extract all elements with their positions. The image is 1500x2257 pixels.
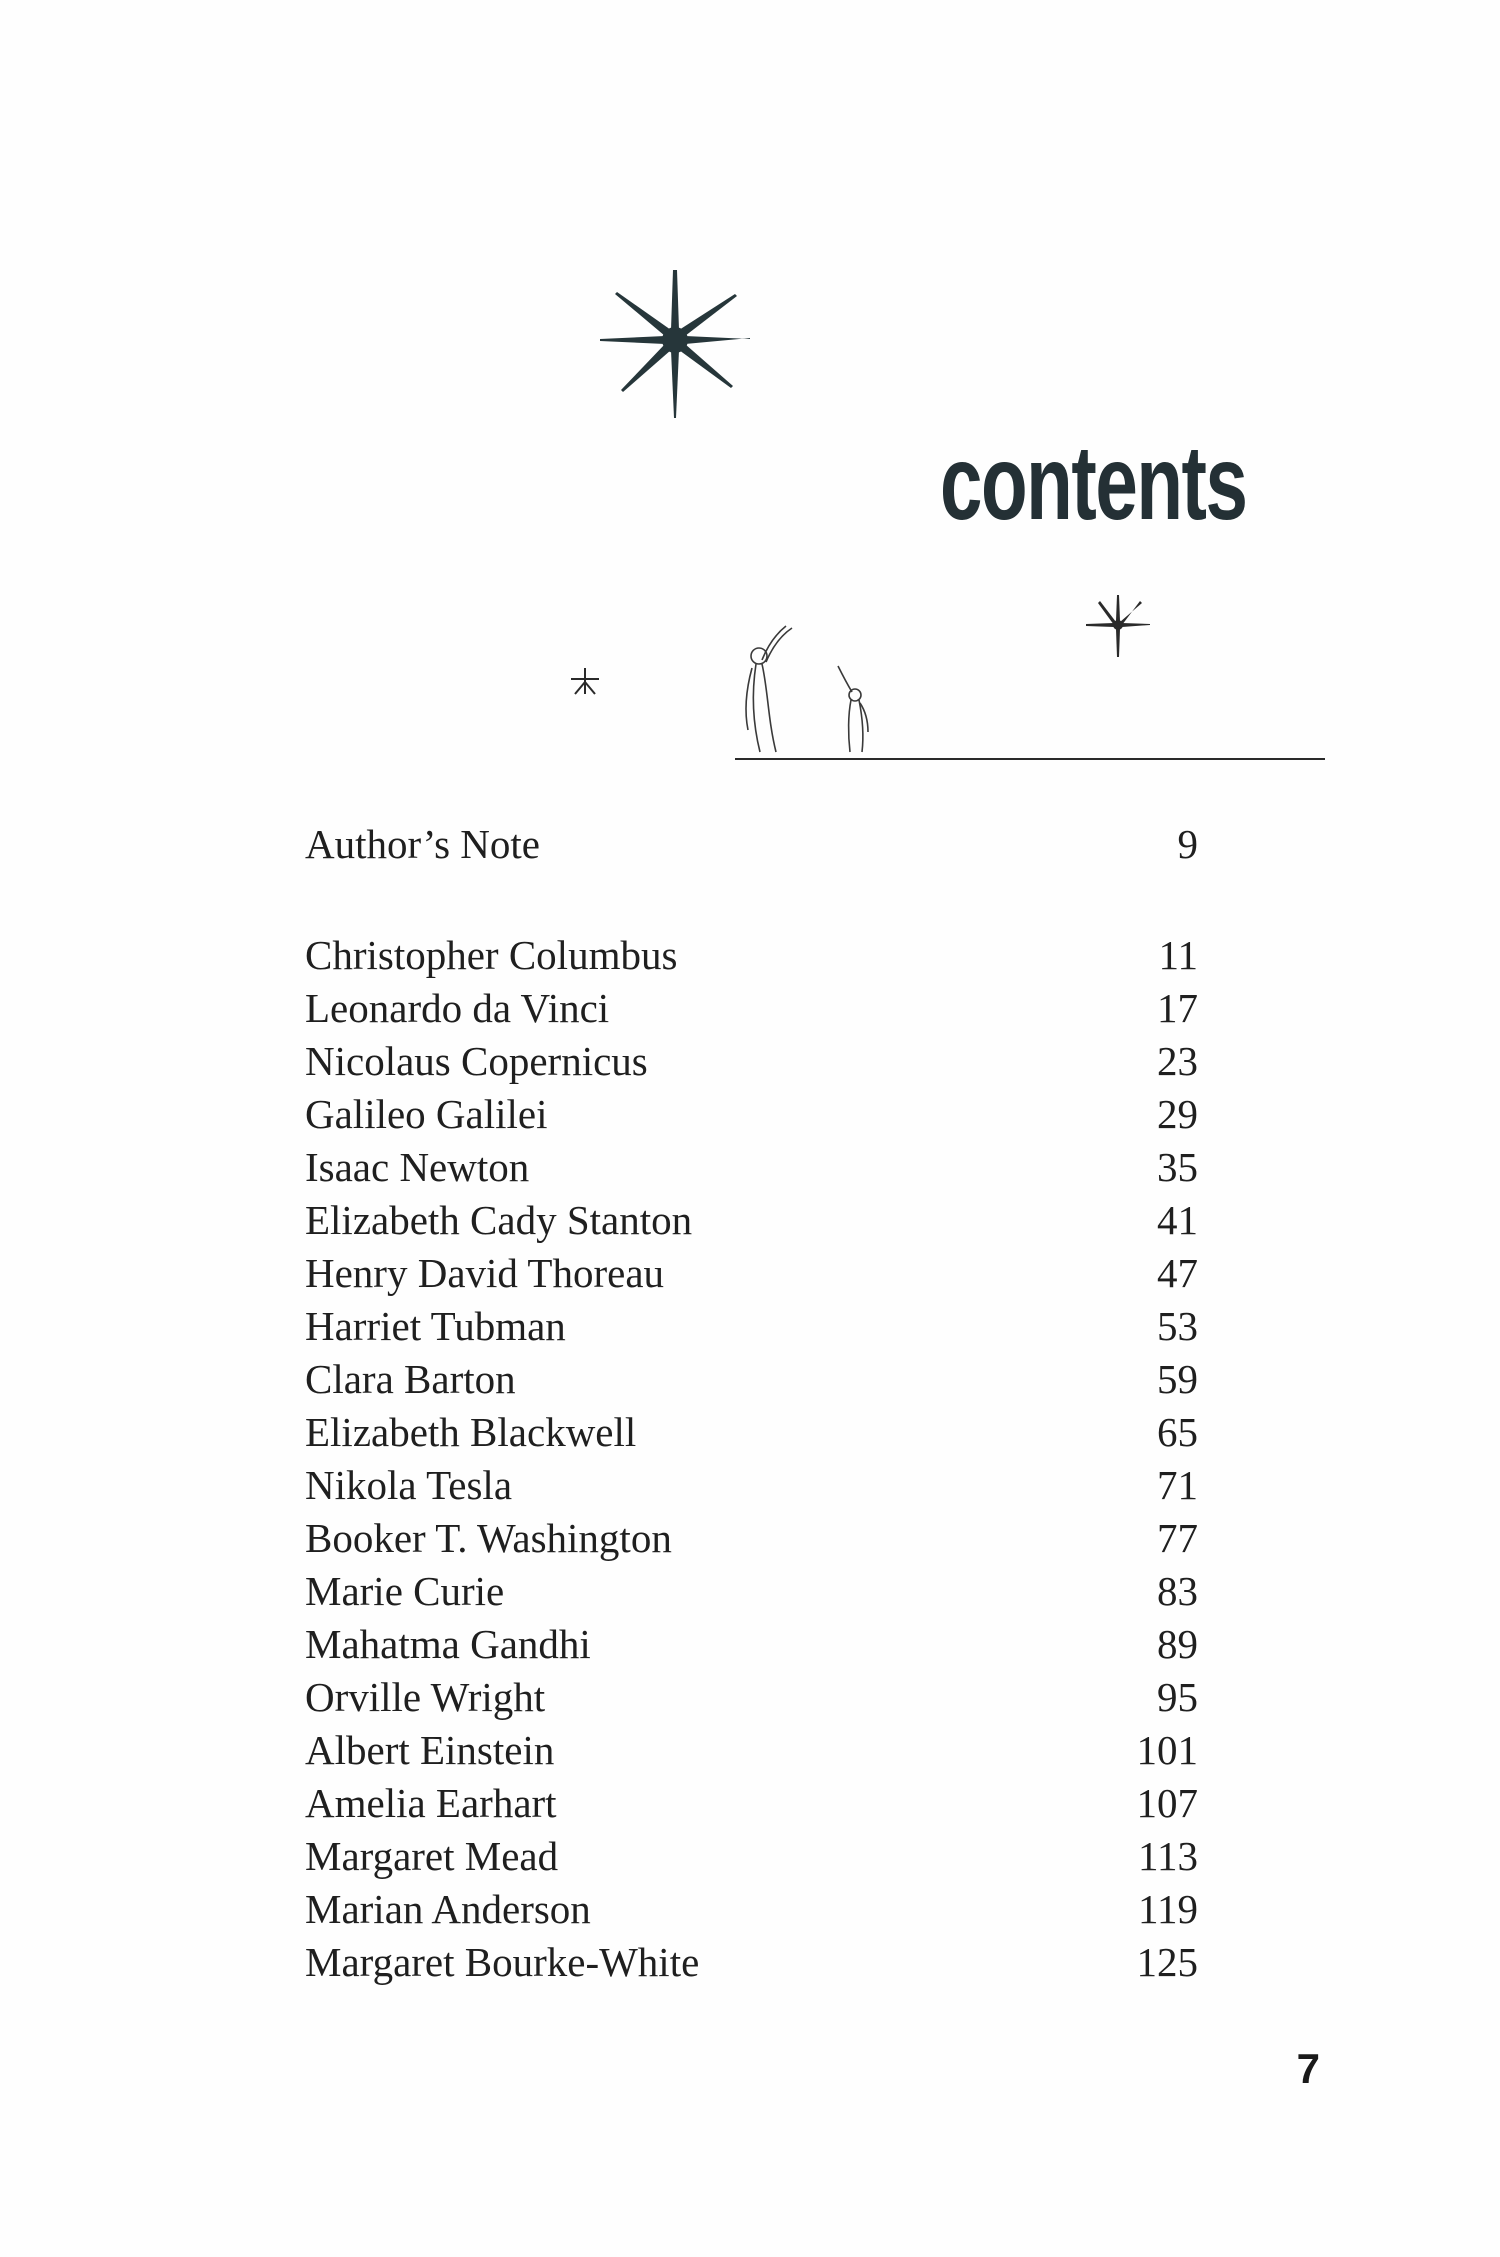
toc-entry-page: 77 — [1157, 1515, 1198, 1561]
toc-entry-page: 95 — [1157, 1674, 1198, 1720]
toc-entry-title: Clara Barton — [305, 1356, 516, 1402]
toc-entry-page: 71 — [1157, 1462, 1198, 1508]
reaching-figures-illustration — [746, 626, 868, 752]
toc-entry-title: Nikola Tesla — [305, 1462, 513, 1508]
toc-entry — [305, 1936, 1198, 1989]
toc-entry-title: Mahatma Gandhi — [305, 1621, 591, 1667]
toc-entry — [305, 1459, 1198, 1512]
table-of-contents — [305, 818, 1198, 1989]
toc-entry — [305, 1777, 1198, 1830]
toc-entry — [305, 1671, 1198, 1724]
toc-entry — [305, 1247, 1198, 1300]
toc-entry-page: 29 — [1157, 1091, 1198, 1137]
toc-entry — [305, 1141, 1198, 1194]
toc-entry-page: 101 — [1136, 1727, 1198, 1773]
toc-entry-title: Orville Wright — [305, 1674, 546, 1720]
toc-entry — [305, 1883, 1198, 1936]
toc-entry-title: Margaret Bourke-White — [305, 1939, 700, 1985]
toc-entry — [305, 1194, 1198, 1247]
toc-entry-page: 23 — [1157, 1038, 1198, 1084]
toc-entry — [305, 1300, 1198, 1353]
toc-entry-title: Henry David Thoreau — [305, 1250, 665, 1296]
page-title: contents — [940, 424, 1247, 542]
toc-entry-page: 119 — [1138, 1886, 1198, 1932]
toc-entry — [305, 1512, 1198, 1565]
toc-entry-title: Elizabeth Blackwell — [305, 1409, 637, 1455]
toc-entry-page: 107 — [1136, 1780, 1198, 1826]
toc-entry — [305, 1406, 1198, 1459]
toc-entry-title: Elizabeth Cady Stanton — [305, 1197, 693, 1243]
toc-entry-title: Amelia Earhart — [305, 1780, 557, 1826]
toc-entry-title: Booker T. Washington — [305, 1515, 672, 1561]
toc-entry-title: Nicolaus Copernicus — [305, 1038, 648, 1084]
toc-entry-page: 53 — [1157, 1303, 1198, 1349]
toc-entry-page: 59 — [1157, 1356, 1198, 1402]
toc-entry — [305, 1565, 1198, 1618]
toc-entry-page: 83 — [1157, 1568, 1198, 1614]
toc-entry-page: 47 — [1157, 1250, 1198, 1296]
toc-entry-title: Marie Curie — [305, 1568, 505, 1614]
toc-entry — [305, 1618, 1198, 1671]
toc-entry-page: 65 — [1157, 1409, 1198, 1455]
toc-entry — [305, 1088, 1198, 1141]
toc-entry-title: Christopher Columbus — [305, 932, 678, 978]
toc-entry — [305, 1035, 1198, 1088]
header-decoration — [0, 0, 1500, 800]
toc-entry-title: Author’s Note — [305, 821, 540, 867]
toc-entry-title: Margaret Mead — [305, 1833, 559, 1879]
toc-entry-page: 17 — [1157, 985, 1198, 1031]
toc-entry — [305, 929, 1198, 982]
toc-entry-page: 9 — [1177, 821, 1198, 867]
large-star-icon — [600, 270, 750, 418]
toc-entry-title: Marian Anderson — [305, 1886, 591, 1932]
medium-star-icon — [1086, 595, 1150, 657]
toc-entry-title: Albert Einstein — [305, 1727, 555, 1773]
toc-entry-title: Galileo Galilei — [305, 1091, 548, 1137]
toc-entry — [305, 1724, 1198, 1777]
toc-entry-page: 113 — [1138, 1833, 1198, 1879]
toc-entry — [305, 982, 1198, 1035]
toc-entry-page: 11 — [1158, 932, 1198, 978]
toc-entry-title: Leonardo da Vinci — [305, 985, 610, 1031]
toc-entry-page: 89 — [1157, 1621, 1198, 1667]
small-star-icon — [571, 668, 599, 694]
toc-entry-page: 35 — [1157, 1144, 1198, 1190]
toc-entry — [305, 1830, 1198, 1883]
page-number: 7 — [1296, 2045, 1320, 2092]
toc-entry — [305, 818, 1198, 871]
toc-entry-title: Isaac Newton — [305, 1144, 530, 1190]
toc-entry — [305, 1353, 1198, 1406]
toc-entry-page: 41 — [1157, 1197, 1198, 1243]
toc-entry-title: Harriet Tubman — [305, 1303, 566, 1349]
toc-entry-page: 125 — [1136, 1939, 1198, 1985]
